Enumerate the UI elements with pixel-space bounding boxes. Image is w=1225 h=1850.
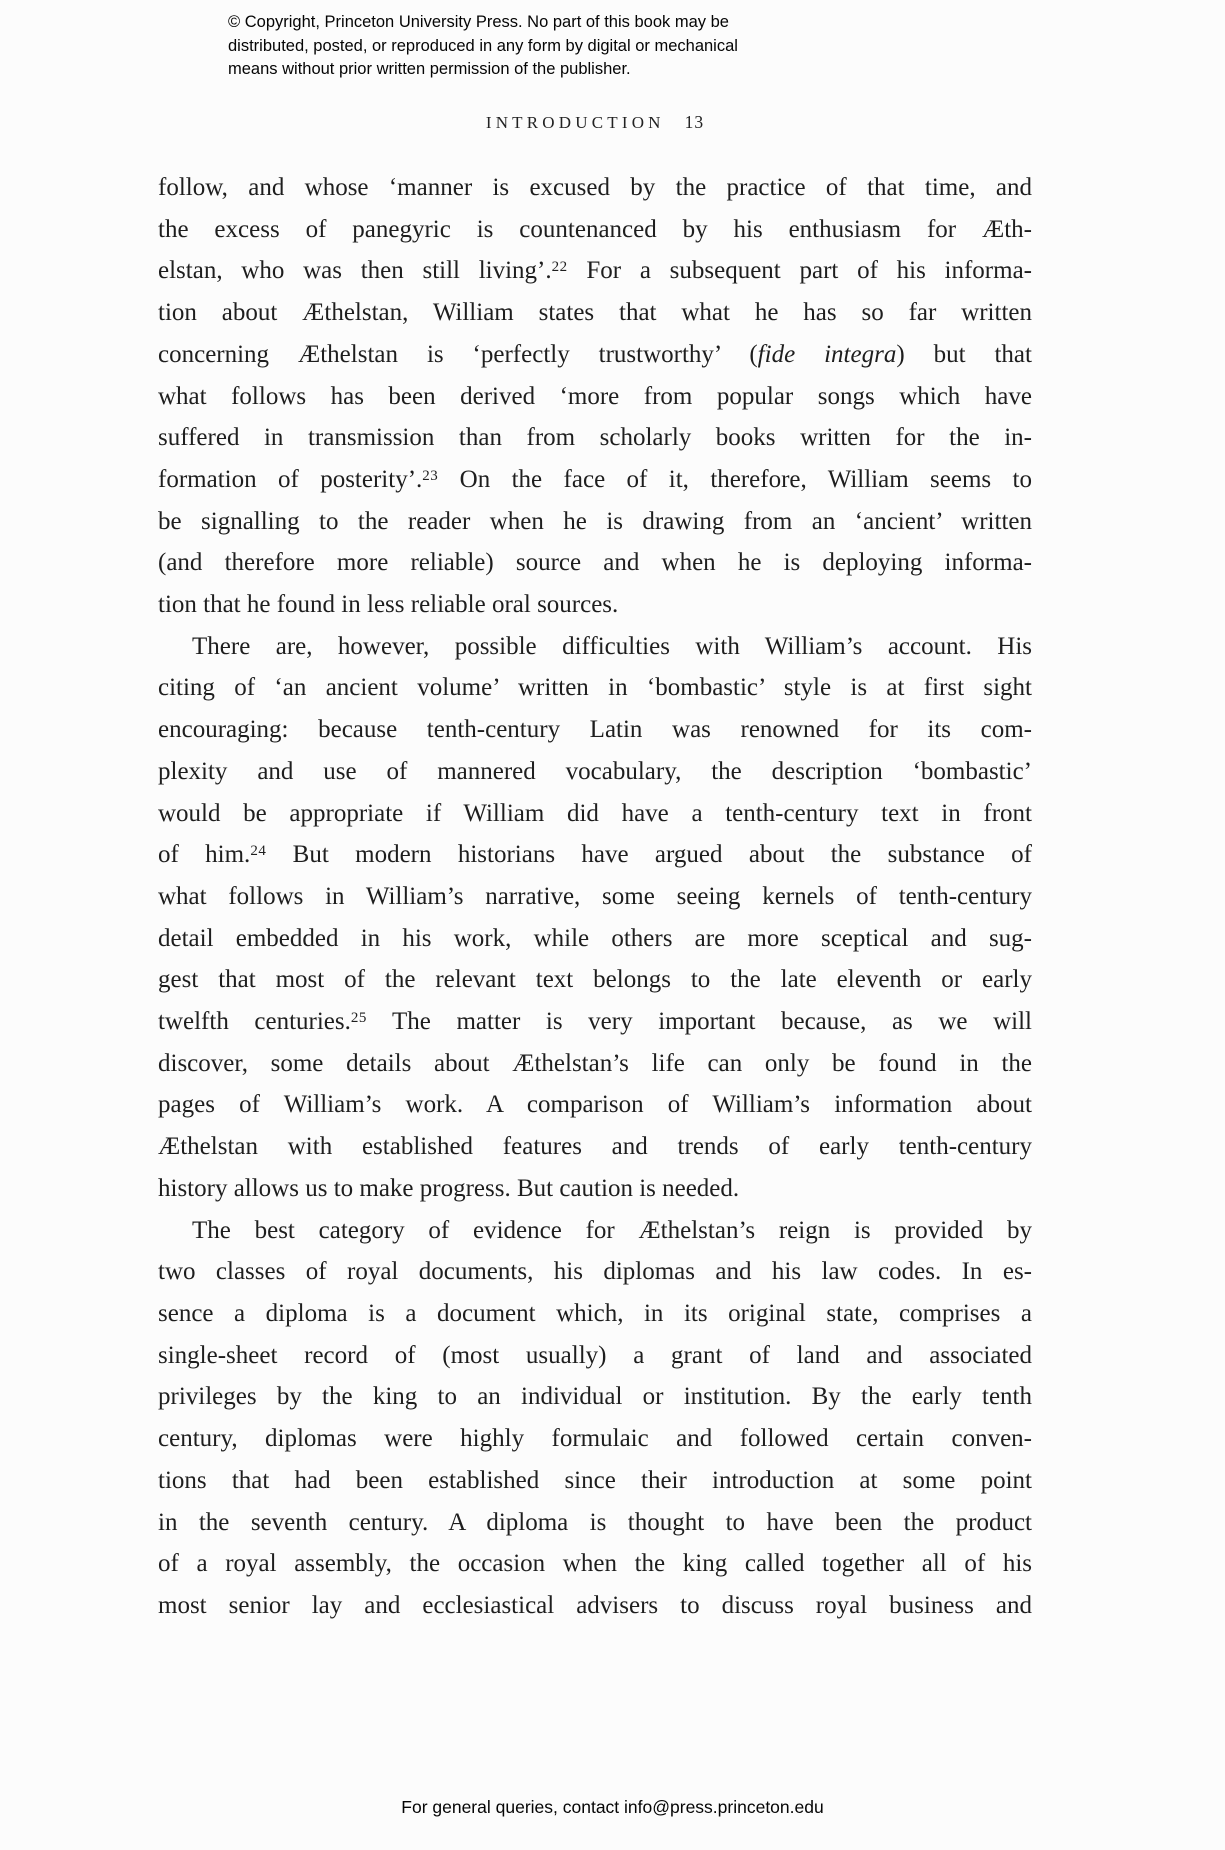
body-line: There are, however, possible difficulties with William’s account. His [192, 632, 1032, 660]
body-line: formation of posterity’.$^{23}$ On the face of it, therefore, William seems to [158, 465, 1032, 493]
body-line: single-sheet record of (most usually) a grant of land and associated [158, 1341, 1032, 1369]
body-line: twelfth centuries.$^{25}$ The matter is very important because, as we will [158, 1008, 1032, 1036]
footer-contact: For general queries, contact info@press.princeton.edu [401, 1797, 824, 1817]
paragraph [158, 1210, 1032, 1627]
body-line: of him.$^{24}$ But modern historians have argued about the substance of [158, 841, 1032, 869]
body-line: the excess of panegyric is countenanced by his enthusiasm for Æth- [158, 215, 1032, 243]
body-line: tions that had been established since their introduction at some point [158, 1466, 1032, 1494]
section-title: INTRODUCTION [485, 113, 665, 132]
body-line: detail embedded in his work, while others are more sceptical and sug- [158, 924, 1032, 952]
body-line: suffered in transmission than from scholarly books written for the in- [158, 424, 1032, 452]
copyright-notice [228, 11, 738, 82]
body-line: concerning Æthelstan is ‘perfectly trustworthy’ (fide integra) but that [158, 340, 1032, 368]
body-line: pages of William’s work. A comparison of William’s information about [158, 1091, 1032, 1119]
paragraph [158, 167, 1032, 626]
body-line: follow, and whose ‘manner is excused by the practice of that time, and [158, 174, 1032, 201]
paragraph [158, 626, 1032, 1210]
page-body [158, 167, 1032, 1627]
body-line: privileges by the king to an individual or institution. By the early tenth [158, 1383, 1032, 1411]
body-line: tion that he found in less reliable oral sources. [158, 591, 619, 619]
body-line: gest that most of the relevant text belongs to the late eleventh or early [158, 966, 1032, 994]
body-line: plexity and use of mannered vocabulary, the description ‘bombastic’ [158, 757, 1032, 785]
copyright-line: means without prior written permission of the publisher. [228, 60, 631, 78]
copyright-line: distributed, posted, or reproduced in any form by digital or mechanical [228, 36, 738, 55]
body-line: Æthelstan with established features and trends of early tenth-century [158, 1133, 1032, 1161]
body-line: would be appropriate if William did have a tenth-century text in front [158, 799, 1032, 827]
body-line: encouraging: because tenth-century Latin was renowned for its com- [158, 716, 1032, 744]
body-line: what follows has been derived ‘more from popular songs which have [158, 382, 1032, 410]
body-line: what follows in William’s narrative, some seeing kernels of tenth-century [158, 882, 1032, 910]
body-line: of a royal assembly, the occasion when the king called together all of his [158, 1550, 1032, 1578]
body-line: be signalling to the reader when he is drawing from an ‘ancient’ written [158, 507, 1032, 535]
body-line: history allows us to make progress. But caution is needed. [158, 1174, 740, 1202]
body-line: citing of ‘an ancient volume’ written in ‘bombastic’ style is at first sight [158, 674, 1032, 702]
body-line: The best category of evidence for Æthelstan’s reign is provided by [192, 1216, 1032, 1244]
page-number: 13 [684, 112, 705, 132]
body-line: two classes of royal documents, his diplomas and his law codes. In es- [158, 1258, 1032, 1286]
running-head [158, 112, 1032, 133]
body-line: sence a diploma is a document which, in its original state, comprises a [158, 1299, 1032, 1327]
body-line: elstan, who was then still living’.$^{22}$ For a subsequent part of his informa- [158, 257, 1032, 285]
body-line: discover, some details about Æthelstan’s life can only be found in the [158, 1049, 1032, 1077]
body-line: most senior lay and ecclesiastical advisers to discuss royal business and [158, 1591, 1032, 1619]
body-line: tion about Æthelstan, William states that what he has so far written [158, 299, 1032, 327]
body-line: century, diplomas were highly formulaic and followed certain conven- [158, 1425, 1032, 1453]
body-line: in the seventh century. A diploma is thought to have been the product [158, 1508, 1032, 1536]
body-line: (and therefore more reliable) source and when he is deploying informa- [158, 549, 1032, 577]
copyright-line: © Copyright, Princeton University Press. No part of this book may be [228, 13, 729, 31]
